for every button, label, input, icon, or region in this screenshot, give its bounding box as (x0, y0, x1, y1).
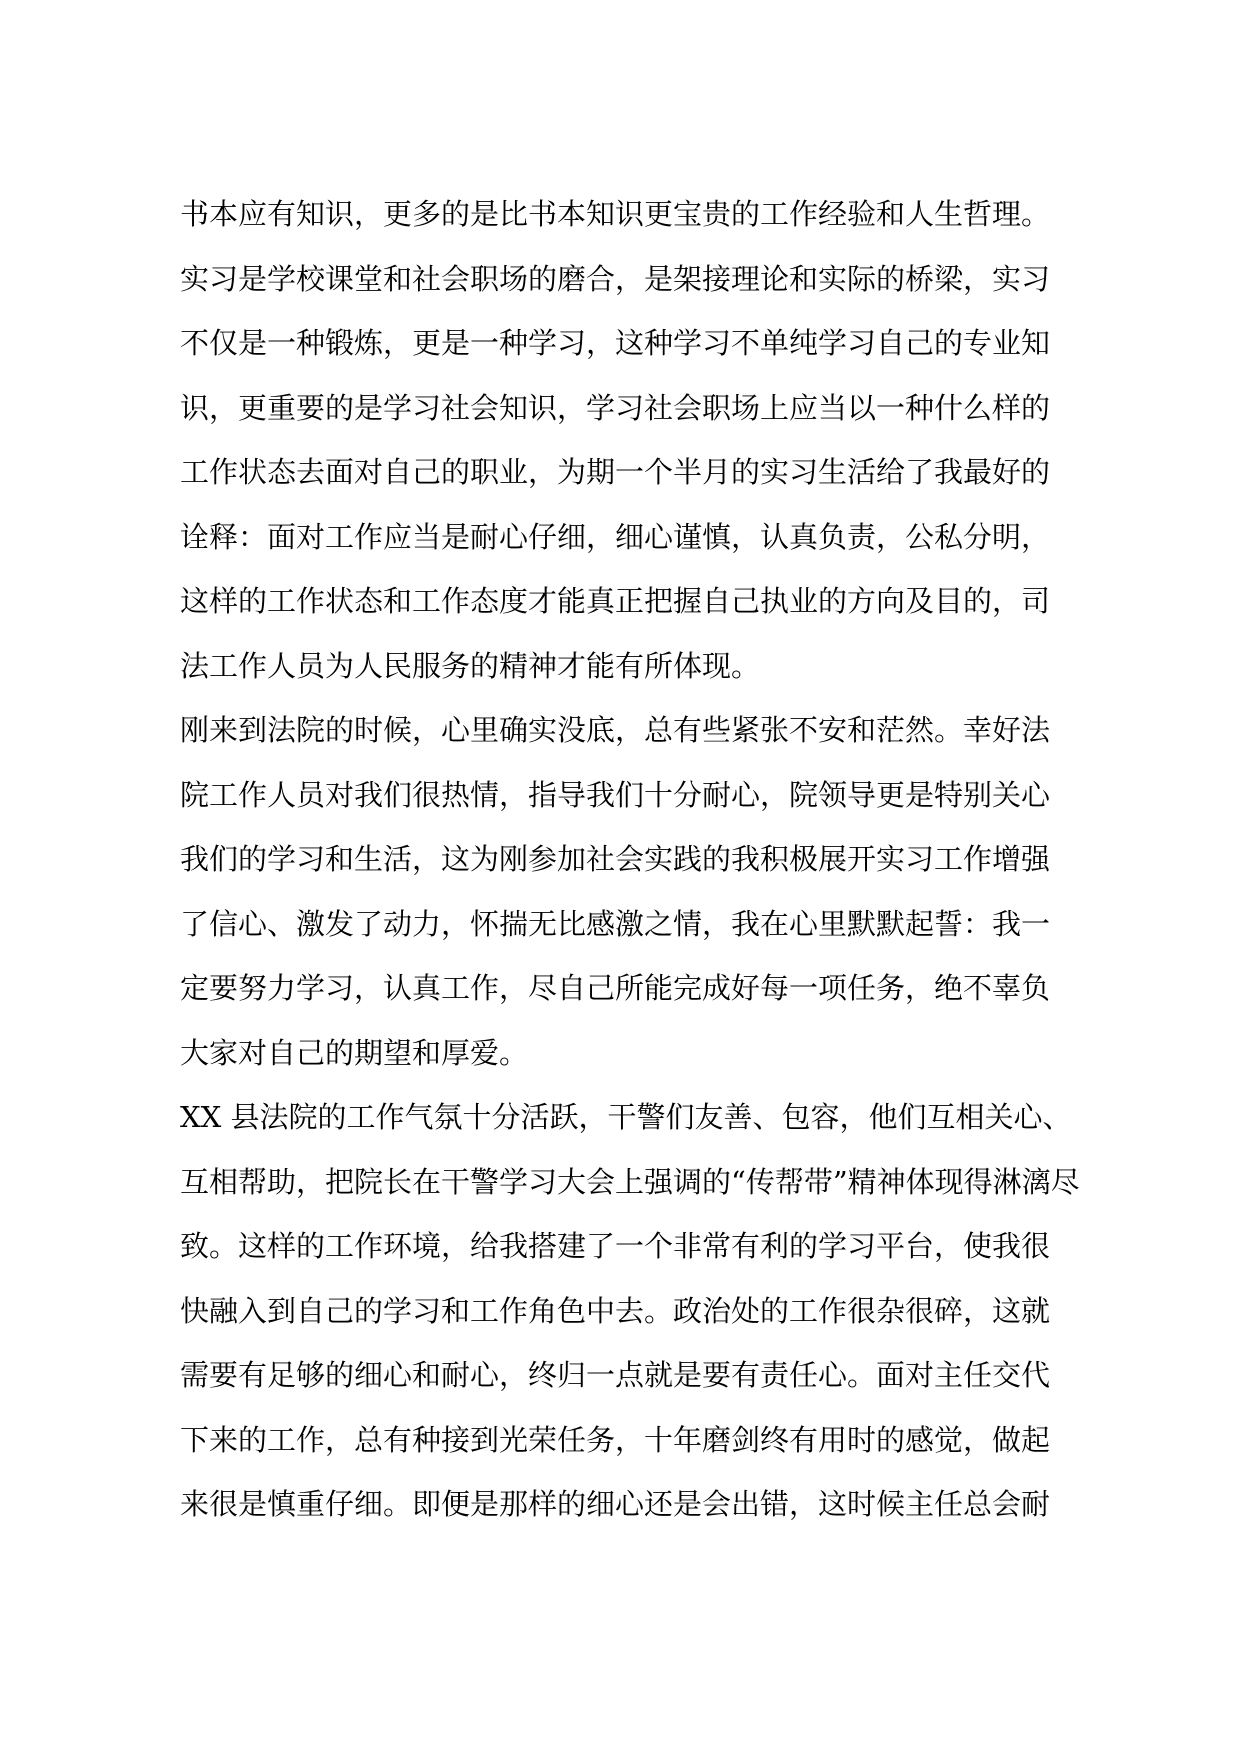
text-line: XX 县法院的工作气氛十分活跃，干警们友善、包容，他们互相关心、 (180, 1100, 1072, 1134)
text-line: 不仅是一种锻炼，更是一种学习，这种学习不单纯学习自己的专业知 (180, 326, 1051, 360)
text-line: 了信心、激发了动力，怀揣无比感激之情，我在心里默默起誓：我一 (180, 906, 1051, 941)
text-line: 快融入到自己的学习和工作角色中去。政治处的工作很杂很碎，这就 (180, 1293, 1051, 1328)
text-line: 致。这样的工作环境，给我搭建了一个非常有利的学习平台，使我很 (180, 1229, 1051, 1263)
text-line: 刚来到法院的时候，心里确实没底，总有些紧张不安和茫然。幸好法 (180, 713, 1051, 747)
text-line: 互相帮助，把院长在干警学习大会上强调的“传帮带”精神体现得淋漓尽 (180, 1164, 1080, 1199)
text-line: 法工作人员为人民服务的精神才能有所体现。 (180, 648, 761, 683)
text-line: 来很是慎重仔细。即便是那样的细心还是会出错，这时候主任总会耐 (180, 1487, 1051, 1521)
paragraph-1 (180, 182, 1070, 247)
paragraph-4 (180, 1085, 1080, 1537)
text-line: 工作状态去面对自己的职业，为期一个半月的实习生活给了我最好的 (180, 455, 1051, 489)
text-line: 书本应有知识，更多的是比书本知识更宝贵的工作经验和人生哲理。 (180, 197, 1051, 231)
text-line: 这样的工作状态和工作态度才能真正把握自己执业的方向及目的，司 (180, 584, 1051, 618)
text-line: 需要有足够的细心和耐心，终归一点就是要有责任心。面对主任交代 (180, 1358, 1051, 1392)
text-line: 识，更重要的是学习社会知识，学习社会职场上应当以一种什么样的 (180, 390, 1051, 425)
text-line: 下来的工作，总有种接到光荣任务，十年磨剑终有用时的感觉，做起 (180, 1422, 1051, 1457)
text-line: 大家对自己的期望和厚爱。 (180, 1035, 529, 1070)
paragraph-2 (180, 247, 1070, 699)
text-line: 诠释：面对工作应当是耐心仔细，细心谨慎，认真负责，公私分明， (180, 519, 1051, 554)
text-line: 实习是学校课堂和社会职场的磨合，是架接理论和实际的桥梁，实习 (180, 261, 1051, 296)
document-body (180, 182, 1080, 1537)
text-line: 院工作人员对我们很热情，指导我们十分耐心，院领导更是特别关心 (180, 777, 1051, 812)
text-line: 定要努力学习，认真工作，尽自己所能完成好每一项任务，绝不辜负 (180, 971, 1051, 1005)
text-line: 我们的学习和生活，这为刚参加社会实践的我积极展开实习工作增强 (180, 842, 1051, 876)
paragraph-3 (180, 698, 1070, 1085)
